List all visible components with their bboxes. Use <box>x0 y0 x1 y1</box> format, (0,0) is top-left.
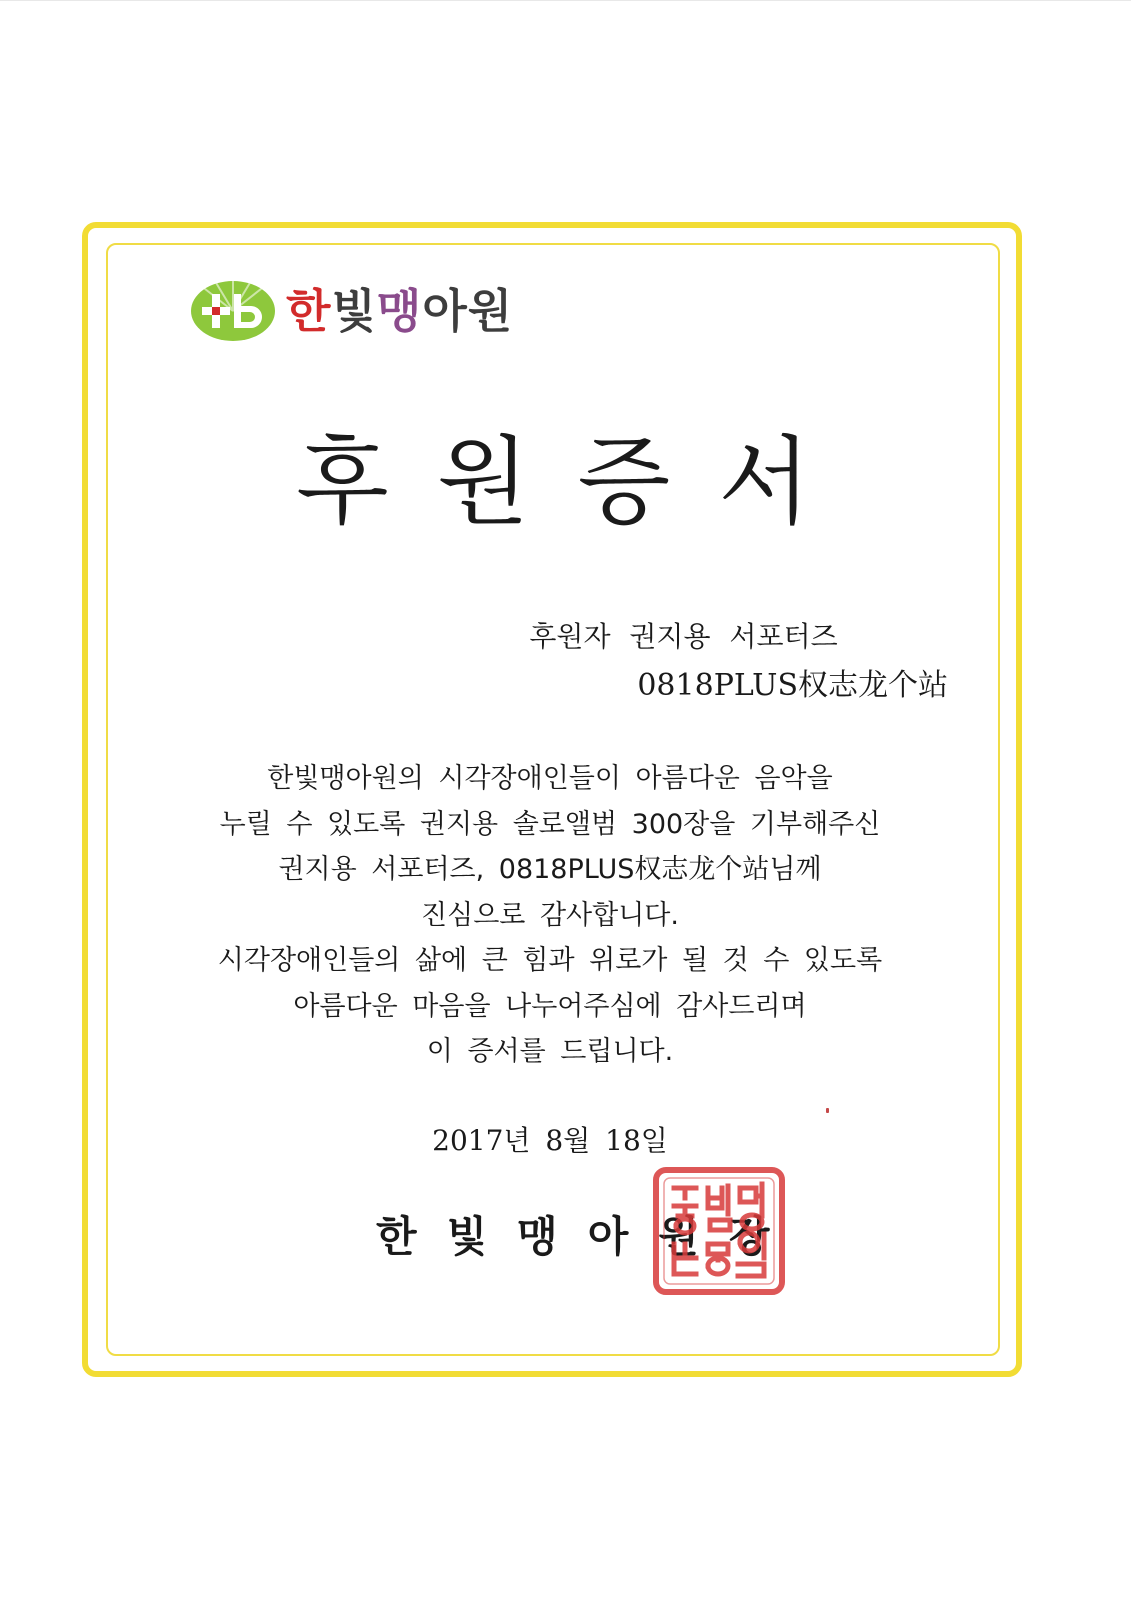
issue-date: 2017년 8월 18일 <box>432 1124 668 1157</box>
official-seal-stamp <box>652 1166 786 1296</box>
certificate-title: 후원증서 <box>296 426 859 538</box>
organization-logo <box>190 276 513 346</box>
body-line: 아름다운 마음을 나누어주심에 감사드리며 <box>293 990 807 1022</box>
signer-title: 한빛맹아원장 <box>376 1212 800 1261</box>
scan-edge <box>0 0 1131 1</box>
body-line: 한빛맹아원의 시각장애인들이 아름다운 음악을 <box>267 763 833 794</box>
logo-text-part: 아원 <box>422 284 514 338</box>
scan-speck <box>826 1108 829 1113</box>
body-line: 시각장애인들의 삶에 큰 힘과 위로가 될 것 수 있도록 <box>217 945 883 976</box>
donor-organization: 0818PLUS权志龙个站 <box>637 668 948 703</box>
donor-name: 후원자 권지용 서포터즈 <box>529 620 838 653</box>
donor-block <box>529 614 948 712</box>
logo-text-part: 한 <box>286 284 332 338</box>
body-line: 권지용 서포터즈, 0818PLUS权志龙个站님께 <box>278 854 822 885</box>
logo-text-part: 맹 <box>376 284 423 338</box>
hb-sunrise-logo-icon <box>190 280 276 342</box>
certificate-body <box>150 756 950 1075</box>
body-line: 누릴 수 있도록 권지용 솔로앨범 300장을 기부해주신 <box>219 808 881 840</box>
body-line: 진심으로 감사합니다. <box>421 899 679 931</box>
logo-text-part: 빛 <box>331 284 377 338</box>
organization-name <box>286 284 514 338</box>
body-line: 이 증서를 드립니다. <box>426 1036 674 1067</box>
